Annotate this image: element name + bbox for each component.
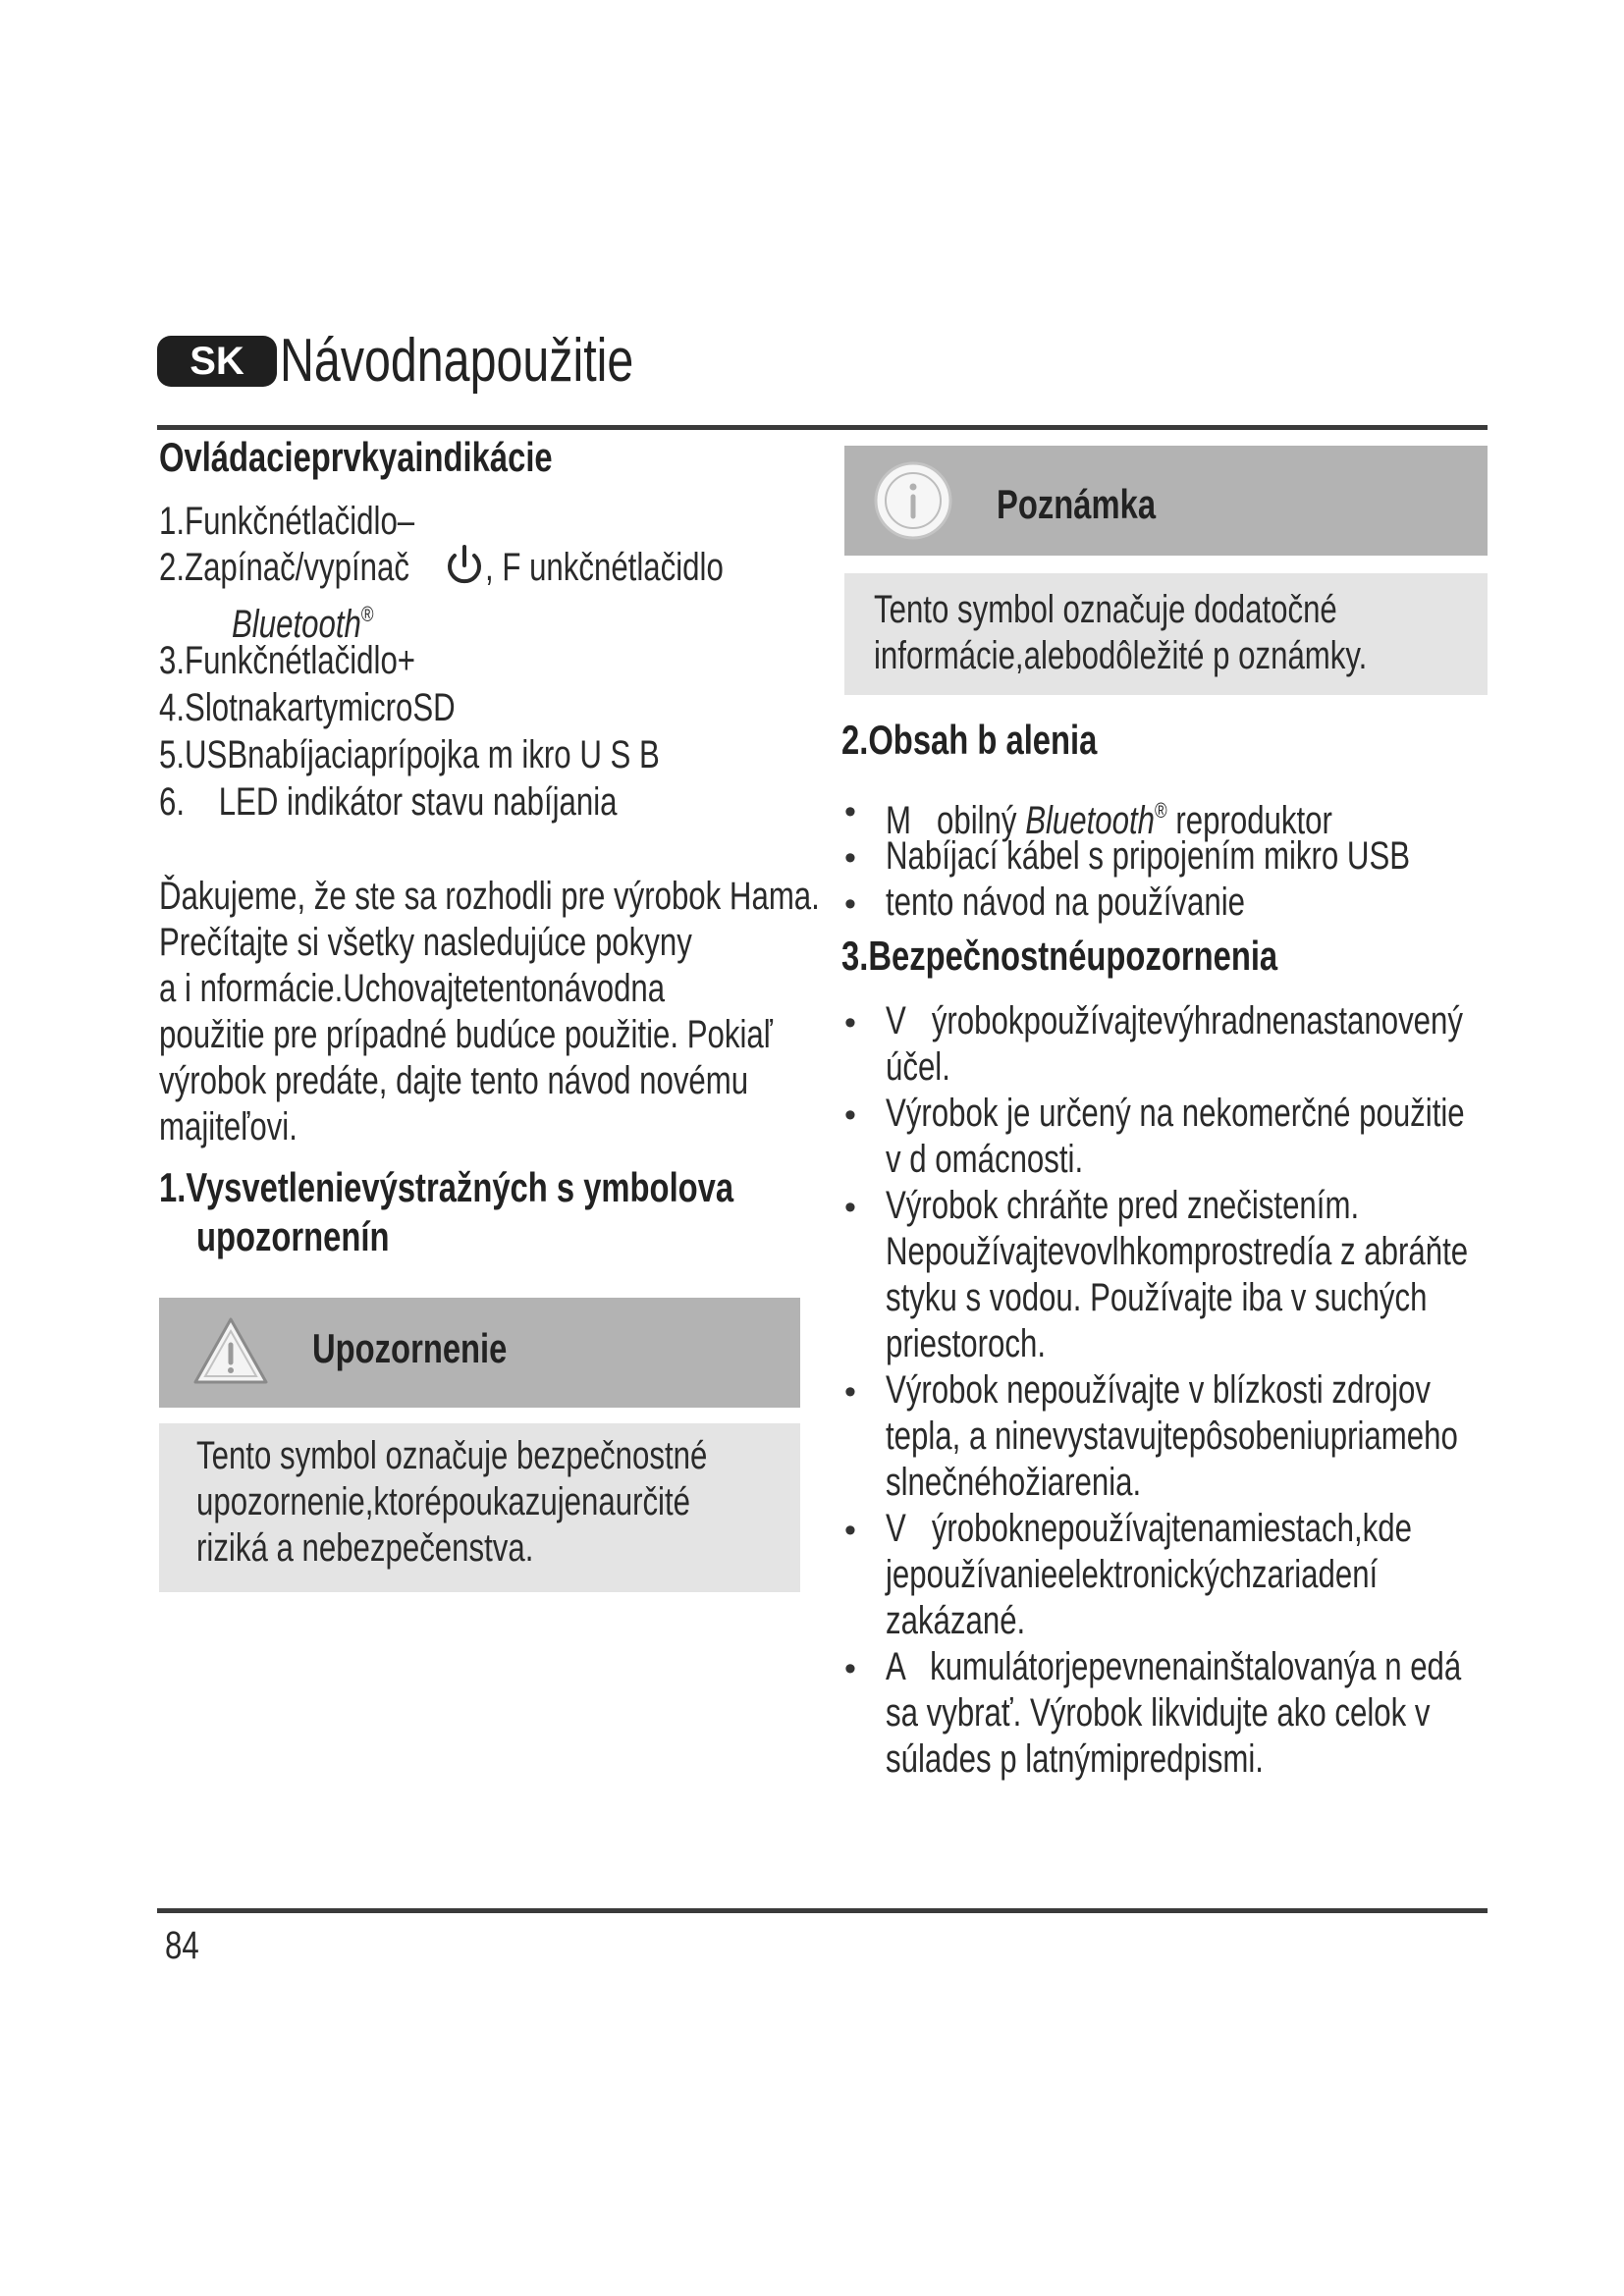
safety-item — [886, 1183, 1624, 1367]
control-item-2-text: 2.Zapínač/vypínač — [159, 546, 409, 589]
control-item-5 — [159, 732, 801, 778]
warning-line: Tento symbol označuje bezpečnostné — [196, 1434, 708, 1477]
registered-mark: ® — [360, 602, 374, 626]
safety-item — [886, 1367, 1619, 1506]
control-item-6-text: 6. LED indikátor stavu nabíjania — [159, 780, 618, 824]
page-title — [280, 326, 733, 396]
control-item-3-text: 3.Funkčnétlačidlo+ — [159, 639, 416, 682]
intro-line: použitie pre prípadné budúce použitie. Pokiaľ — [159, 1013, 773, 1056]
safety-line: Výrobok chráňte pred znečistením. — [886, 1184, 1360, 1227]
bullet-icon: • — [844, 1512, 856, 1549]
bullet-icon: • — [844, 793, 856, 830]
safety-line: V ýrobokpoužívajtevýhradnenastanovený — [886, 999, 1463, 1042]
note-title-text: Poznámka — [997, 481, 1157, 527]
package-item — [886, 833, 1558, 880]
controls-heading-text: Ovládacieprvkyaindikácie — [159, 434, 553, 480]
control-item-2 — [159, 545, 480, 591]
warning-title-text: Upozornenie — [312, 1325, 508, 1371]
package-item-text: M obilný — [886, 799, 1026, 842]
package-item-text: tento návod na používanie — [886, 881, 1246, 924]
safety-line: slnečnéhožiarenia. — [886, 1461, 1142, 1504]
safety-line: Výrobok je určený na nekomerčné použitie — [886, 1092, 1465, 1135]
page-number — [165, 1924, 209, 1968]
section1-heading-line2: upozornenín — [196, 1213, 390, 1259]
page-number-text: 84 — [165, 1924, 199, 1967]
bluetooth-label: Bluetooth — [1025, 799, 1156, 842]
safety-line: jepoužívanieelektronickýchzariadení — [886, 1553, 1379, 1596]
package-item-text: Nabíjací kábel s pripojením mikro USB — [886, 834, 1411, 878]
note-line: informácie,alebodôležité p oznámky. — [874, 634, 1368, 677]
section2-heading — [841, 717, 1169, 764]
section1-heading-cont — [196, 1213, 444, 1260]
safety-line: súlades p latnýmipredpismi. — [886, 1737, 1264, 1781]
top-divider — [157, 425, 1488, 430]
control-item-1-text: 1.Funkčnétlačidlo– — [159, 500, 415, 543]
power-icon — [444, 542, 485, 589]
bullet-icon: • — [844, 1096, 856, 1134]
control-item-3 — [159, 638, 488, 684]
safety-line: Výrobok nepoužívajte v blízkosti zdrojov — [886, 1368, 1431, 1412]
safety-line: styku s vodou. Používajte iba v suchých — [886, 1276, 1428, 1319]
safety-line: sa vybrať. Výrobok likvidujte ako celok v — [886, 1691, 1431, 1735]
safety-line: zakázané. — [886, 1599, 1026, 1642]
section1-heading — [159, 1164, 895, 1211]
intro-line: Ďakujeme, že ste sa rozhodli pre výrobok Hama. — [159, 875, 820, 918]
intro-line: majiteľovi. — [159, 1105, 298, 1148]
safety-line: tepla, a ninevystavujtepôsobeniupriameho — [886, 1415, 1458, 1458]
intro-paragraph — [159, 874, 1006, 1150]
warning-line: upozornenie,ktorépoukazujenaurčité — [196, 1480, 691, 1523]
control-item-4 — [159, 685, 539, 731]
warning-box-title — [312, 1325, 562, 1372]
control-item-2-suffix — [485, 545, 790, 591]
safety-item — [886, 1644, 1624, 1783]
safety-line: účel. — [886, 1045, 950, 1089]
control-item-5-text: 5.USBnabíjaciaprípojka m ikro U S B — [159, 733, 660, 776]
note-box-title — [997, 481, 1201, 528]
intro-line: a i nformácie.Uchovajtetentonávodna — [159, 967, 666, 1010]
bullet-icon: • — [844, 885, 856, 923]
package-item-text: reproduktor — [1166, 799, 1332, 842]
control-item-1 — [159, 499, 487, 545]
registered-mark: ® — [1155, 798, 1167, 823]
info-icon — [872, 459, 954, 542]
safety-item — [886, 1506, 1560, 1644]
safety-item — [886, 998, 1624, 1091]
warning-box-text — [196, 1433, 851, 1572]
section2-heading-text: 2.Obsah b alenia — [841, 717, 1098, 763]
control-item-6 — [159, 779, 746, 826]
page-title-text: Návodnapoužitie — [280, 327, 634, 395]
bullet-icon: • — [844, 1373, 856, 1411]
section3-heading-text: 3.Bezpečnostnéupozornenia — [841, 933, 1278, 979]
section1-heading-line1: 1.Vysvetlenievýstražných s ymbolova — [159, 1164, 734, 1210]
bluetooth-label: Bluetooth — [232, 603, 361, 646]
package-item — [886, 880, 1346, 926]
controls-heading — [159, 434, 664, 481]
safety-line: A kumulátorjepevnenainštalovanýa n edá — [886, 1645, 1462, 1688]
warning-line: riziká a nebezpečenstva. — [196, 1526, 534, 1570]
note-box-text — [874, 587, 1506, 679]
safety-line: v d omácnosti. — [886, 1138, 1084, 1181]
control-item-4-text: 4.SlotnakartymicroSD — [159, 686, 456, 729]
control-item-2-suffix-text: , F unkčnétlačidlo — [485, 546, 724, 589]
safety-line: priestoroch. — [886, 1322, 1047, 1365]
intro-line: Prečítajte si všetky nasledujúce pokyny — [159, 921, 692, 964]
warning-triangle-icon — [192, 1315, 269, 1386]
intro-line: výrobok predáte, dajte tento návod novému — [159, 1059, 749, 1102]
section3-heading — [841, 933, 1400, 980]
safety-line: V ýroboknepoužívajtenamiestach,kde — [886, 1507, 1412, 1550]
safety-item — [886, 1091, 1624, 1183]
bottom-divider — [157, 1908, 1488, 1913]
bullet-icon: • — [844, 1650, 856, 1687]
safety-line: Nepoužívajtevovlhkomprostredía z abráňte — [886, 1230, 1469, 1273]
note-line: Tento symbol označuje dodatočné — [874, 588, 1337, 631]
bullet-icon: • — [844, 839, 856, 877]
language-badge: SK — [157, 336, 277, 387]
bullet-icon: • — [844, 1189, 856, 1226]
bullet-icon: • — [844, 1004, 856, 1041]
